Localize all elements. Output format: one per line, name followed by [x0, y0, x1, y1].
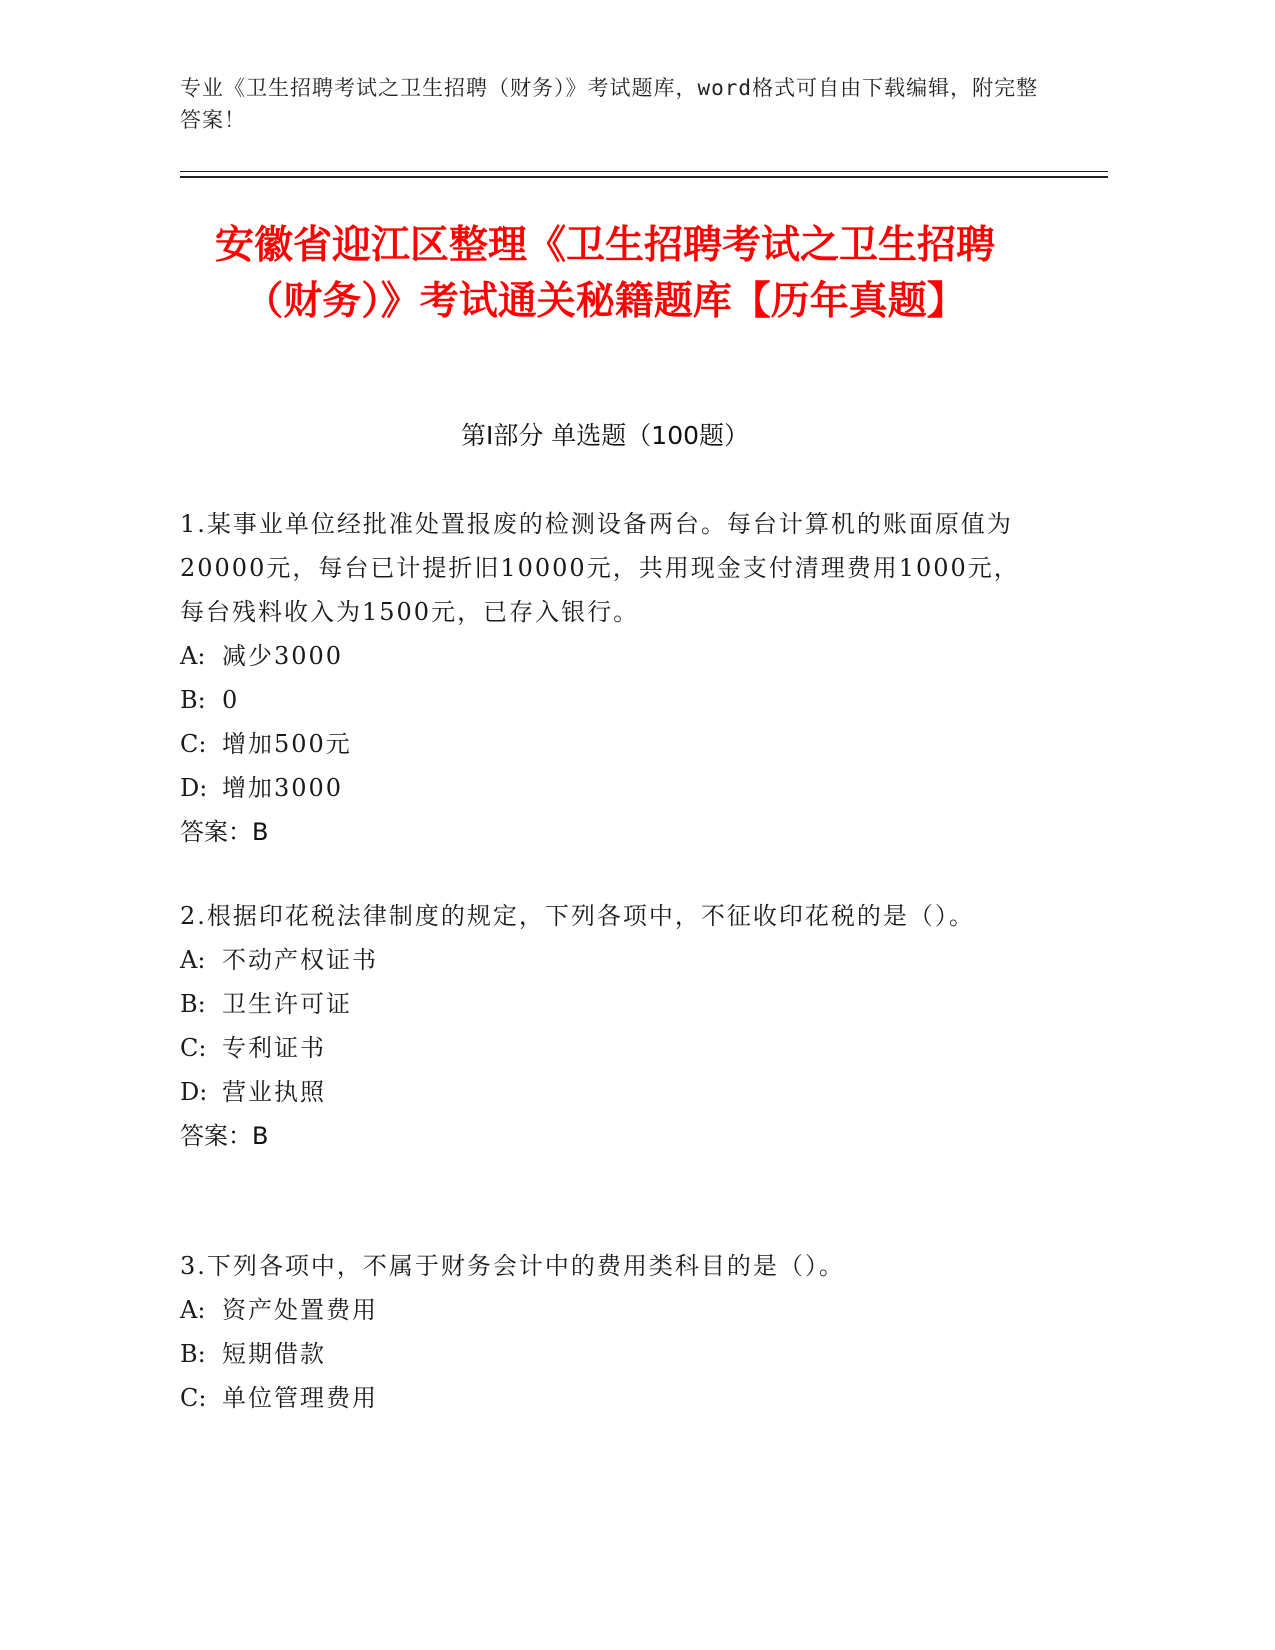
header-divider-thin — [180, 171, 1108, 172]
option-b — [180, 1332, 1040, 1376]
option-key: B: — [180, 990, 206, 1018]
option-a — [180, 1288, 1040, 1332]
option-key: A: — [180, 946, 206, 974]
option-text: 短期借款 — [222, 1340, 326, 1368]
option-key: B: — [180, 1340, 206, 1368]
option-c — [180, 1376, 1040, 1420]
option-key: C: — [180, 1034, 207, 1062]
answer: 答案：B — [180, 1122, 269, 1150]
question-2 — [180, 894, 1040, 1158]
option-c — [180, 722, 1040, 766]
option-key: A: — [180, 1296, 206, 1324]
option-a — [180, 634, 1040, 678]
option-d — [180, 1070, 1040, 1114]
header-divider-thick — [180, 176, 1108, 178]
option-text: 营业执照 — [222, 1078, 326, 1106]
option-key: B: — [180, 686, 206, 714]
question-stem: 3.下列各项中，不属于财务会计中的费用类科目的是（）。 — [180, 1252, 845, 1280]
option-text: 减少3000 — [222, 642, 344, 670]
option-text: 单位管理费用 — [222, 1384, 378, 1412]
option-text: 0 — [222, 686, 240, 714]
option-text: 卫生许可证 — [222, 990, 352, 1018]
question-1 — [180, 502, 1040, 854]
option-b — [180, 678, 1040, 722]
answer: 答案：B — [180, 818, 269, 846]
document-title: 安徽省迎江区整理《卫生招聘考试之卫生招聘（财务）》考试通关秘籍题库【历年真题】 — [214, 223, 995, 324]
question-stem: 1.某事业单位经批准处置报废的检测设备两台。每台计算机的账面原值为20000元，每台已计提折旧10000元，共用现金支付清理费用1000元，每台残料收入为1500元，已存入银行。 — [180, 510, 1020, 626]
option-key: C: — [180, 730, 207, 758]
option-d — [180, 766, 1040, 810]
option-text: 资产处置费用 — [222, 1296, 378, 1324]
header-note: 专业《卫生招聘考试之卫生招聘（财务）》考试题库，word格式可自由下载编辑，附完整答案！ — [180, 76, 1039, 132]
option-text: 专利证书 — [222, 1034, 326, 1062]
question-3 — [180, 1244, 1040, 1420]
option-text: 增加3000 — [222, 774, 344, 802]
option-text: 不动产权证书 — [222, 946, 378, 974]
option-key: A: — [180, 642, 206, 670]
option-key: C: — [180, 1384, 207, 1412]
section-heading: 第I部分 单选题（100题） — [460, 421, 750, 450]
option-a — [180, 938, 1040, 982]
option-key: D: — [180, 774, 208, 802]
question-stem: 2.根据印花税法律制度的规定，下列各项中，不征收印花税的是（）。 — [180, 902, 975, 930]
option-c — [180, 1026, 1040, 1070]
option-b — [180, 982, 1040, 1026]
option-text: 增加500元 — [222, 730, 352, 758]
option-key: D: — [180, 1078, 208, 1106]
